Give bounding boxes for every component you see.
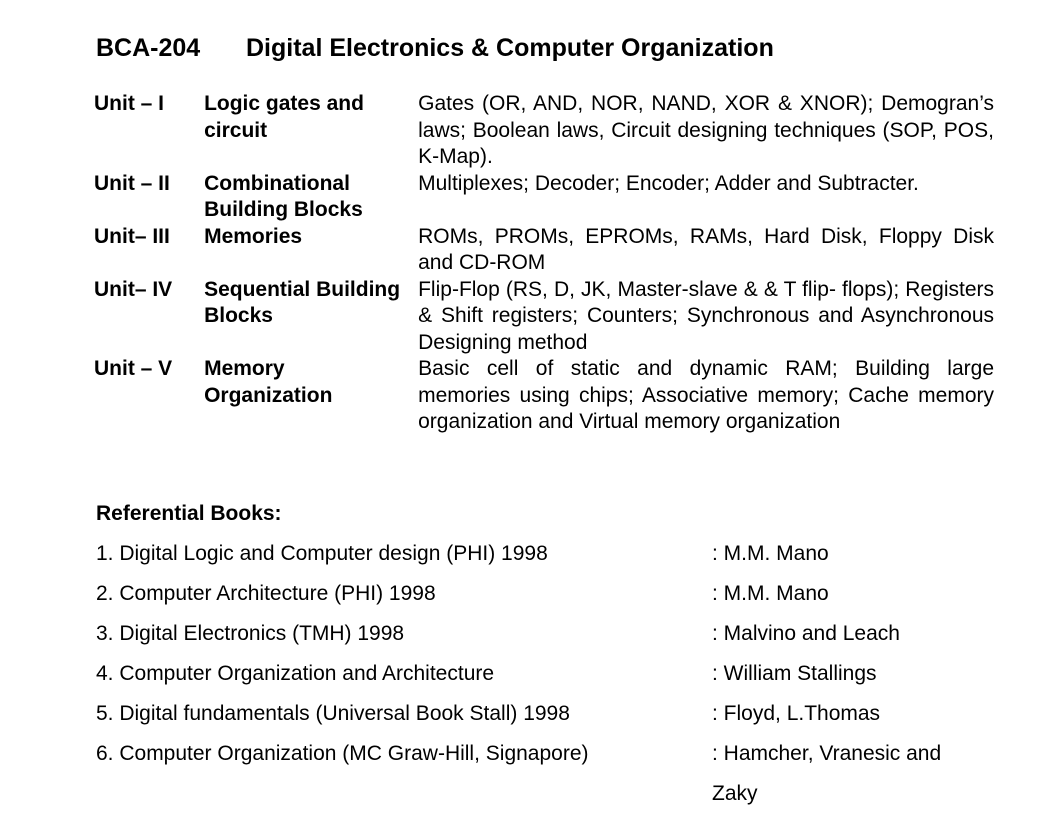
course-code: BCA-204 [96, 34, 201, 62]
unit-content: Multiplexes; Decoder; Encoder; Adder and Subtracter. [418, 171, 919, 195]
references-heading: Referential Books: [96, 502, 282, 525]
unit-topic: Memory Organization [204, 357, 333, 407]
book-title: 5. Digital fundamentals (Universal Book Stall) 1998 [96, 702, 570, 725]
course-title: Digital Electronics & Computer Organization [246, 34, 774, 62]
unit-row [94, 171, 994, 224]
book-author: : William Stallings [712, 662, 877, 685]
unit-content: Basic cell of static and dynamic RAM; Building large memories using chips; Associative memory; Cache memory organization and Virtual memory organization [418, 357, 994, 433]
book-author: : M.M. Mano [712, 542, 829, 565]
unit-topic: Memories [204, 224, 303, 248]
unit-row [94, 224, 994, 277]
unit-content: Gates (OR, AND, NOR, NAND, XOR & XNOR); Demogran’s laws; Boolean laws, Circuit designing techniques (SOP, POS, K-Map). [418, 92, 994, 168]
syllabus-table [94, 91, 994, 436]
unit-row [94, 356, 994, 436]
unit-label: Unit – I [94, 92, 165, 115]
book-author: : Floyd, L.Thomas [712, 702, 881, 725]
unit-topic: Combinational Building Blocks [204, 171, 363, 221]
unit-row [94, 91, 994, 171]
unit-content: Flip-Flop (RS, D, JK, Master-slave & & T flip- flops); Registers & Shift registers; Counters; Synchronous and Asynchronous Designing method [418, 277, 994, 354]
unit-topic: Sequential Building Blocks [204, 277, 401, 327]
unit-label: Unit– III [94, 224, 170, 248]
unit-row [94, 277, 994, 357]
book-author: : Malvino and Leach [712, 622, 900, 645]
unit-label: Unit – II [94, 171, 170, 195]
unit-topic: Logic gates and circuit [204, 92, 364, 142]
references-list [96, 540, 996, 805]
unit-label: Unit– IV [94, 277, 173, 301]
book-author: : M.M. Mano [712, 582, 829, 605]
book-title: 1. Digital Logic and Computer design (PHI) 1998 [96, 542, 548, 565]
unit-content: ROMs, PROMs, EPROMs, RAMs, Hard Disk, Floppy Disk and CD-ROM [418, 224, 994, 274]
book-author: : Hamcher, Vranesic and Zaky [712, 742, 942, 805]
unit-label: Unit – V [94, 357, 173, 380]
page-title [96, 34, 774, 63]
list-item [96, 740, 996, 805]
book-title: 6. Computer Organization (MC Graw-Hill, Signapore) [96, 742, 589, 765]
book-title: 4. Computer Organization and Architecture [96, 662, 495, 685]
book-title: 2. Computer Architecture (PHI) 1998 [96, 582, 436, 605]
book-title: 3. Digital Electronics (TMH) 1998 [96, 622, 405, 645]
